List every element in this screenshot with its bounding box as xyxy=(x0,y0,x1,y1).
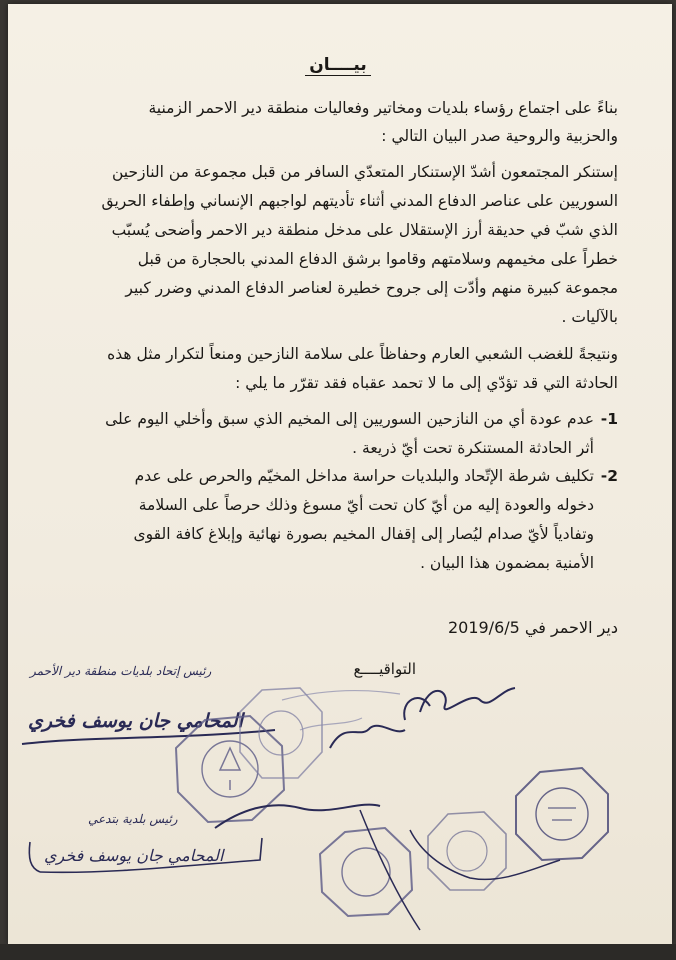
signature-1-name: المحامي جان يوسف فخري xyxy=(28,710,243,732)
signature-2-name: المحامي جان يوسف فخري xyxy=(44,846,224,865)
item-2-line-3: وتفادياً لأيّ صدام ليُصار إلى إقفال المخيم بصورة نهائية وإبلاغ كافة القوى xyxy=(133,525,594,543)
item-1-line-2: أثر الحادثة المستنكرة تحت أيّ ذريعة . xyxy=(352,439,594,457)
item-2-line-4: الأمنية بمضمون هذا البيان . xyxy=(420,554,594,572)
item-2-number: 2- xyxy=(600,467,618,485)
intro-line-2: والحزبية والروحية صدر البيان التالي : xyxy=(381,127,618,145)
item-2-line-2: دخوله والعودة إليه من أيّ كان تحت أيّ مسوغ وذلك حرصاً على السلامة xyxy=(138,496,594,514)
signatures-heading: التواقيــــع xyxy=(353,660,416,678)
item-2-line-1: تكليف شرطة الإتّحاد والبلديات حراسة مداخل المخيّم والحرص على عدم xyxy=(134,467,594,485)
document-title: بيــــان xyxy=(0,55,676,75)
para2-line-1: ونتيجةً للغضب الشعبي العارم وحفاظاً على سلامة النازحين ومنعاً لتكرار مثل هذه xyxy=(107,345,618,363)
para1-line-5: مجموعة كبيرة منهم وأدّت إلى جروح خطيرة لعناصر الدفاع المدني وضرر كبير xyxy=(125,279,618,297)
para1-line-3: الذي شبّ في حديقة أرز الإستقلال على مدخل منطقة دير الاحمر وأضحى يُسبّب xyxy=(111,221,618,239)
signature-1-caption: رئيس إتحاد بلديات منطقة دير الأحمر xyxy=(30,664,212,678)
para1-line-6: بالآليات . xyxy=(561,308,618,326)
item-1-line-1: عدم عودة أي من النازحين السوريين إلى المخيم الذي سبق وأخلي اليوم على xyxy=(105,410,594,428)
signature-2-frame xyxy=(40,838,262,872)
stamp-2 xyxy=(240,688,322,778)
intro-line-1: بناءً على اجتماع رؤساء بلديات ومخاتير وفعاليات منطقة دير الاحمر الزمنية xyxy=(148,99,618,117)
stamp-3 xyxy=(320,828,412,916)
para1-line-1: إستنكر المجتمعون أشدّ الإستنكار المتعدّي السافر من قبل مجموعة من النازحين xyxy=(111,163,618,181)
para1-line-2: السوريين على عناصر الدفاع المدني أثناء تأديتهم لواجبهم الإنساني وإطفاء الحريق xyxy=(101,192,618,210)
signature-2-frame-left xyxy=(29,842,40,872)
para1-line-4: خطراً على مخيمهم وسلامتهم وقاموا برشق الدفاع المدني بالحجارة من قبل xyxy=(137,250,618,268)
para2-line-2: الحادثة التي قد تؤدّي إلى ما لا تحمد عقباه فقد تقرّر ما يلي : xyxy=(235,374,618,392)
item-1-number: 1- xyxy=(600,410,618,428)
stamp-4 xyxy=(516,768,608,860)
signature-2-caption: رئيس بلدية بتدعي xyxy=(88,812,178,826)
date-line: دير الاحمر في 2019/6/5 xyxy=(447,618,618,637)
signature-scribbles xyxy=(215,688,560,930)
